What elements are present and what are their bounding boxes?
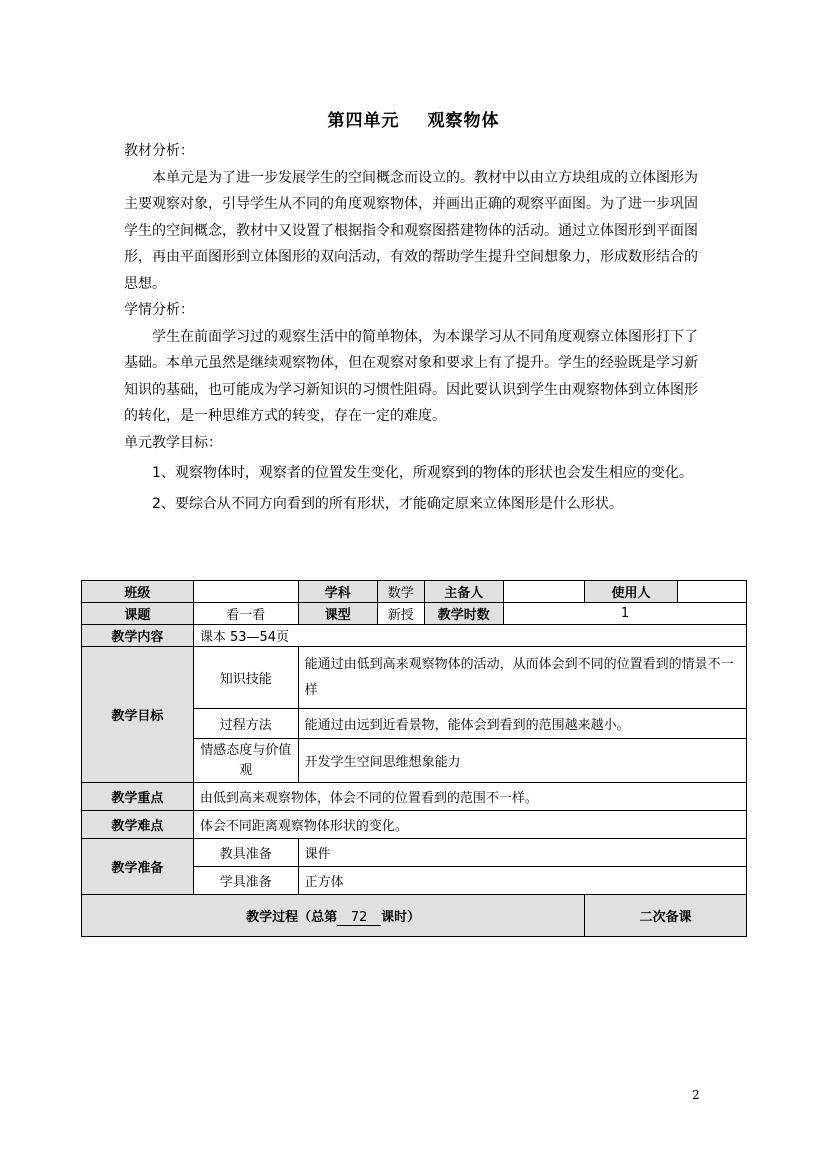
objective-label: 过程方法: [193, 709, 298, 739]
student-heading: 学情分析：: [124, 302, 194, 318]
table-row: [82, 581, 747, 603]
topic-label: 课题: [82, 603, 194, 625]
preparer-value: [503, 581, 584, 603]
type-label: 课型: [298, 603, 377, 625]
subject-label: 学科: [298, 581, 377, 603]
table-row: [82, 895, 747, 937]
goal-item: 1、观察物体时，观察者的位置发生变化，所观察到的物体的形状也会发生相应的变化。: [152, 465, 693, 481]
user-label: 使用人: [585, 581, 678, 603]
page-title: [0, 106, 827, 131]
table-row: [82, 839, 747, 867]
content-label: 教学内容: [82, 625, 194, 647]
process-prefix: 教学过程（总第: [246, 909, 338, 925]
material-text: 本单元是为了进一步发展学生的空间概念而设立的。教材中以由立方块组成的立体图形为主要观察对象，引导学生从不同的角度观察物体，并画出正确的观察平面图。为了进一步巩固学生的空间概念，教材中又设置了根据指令和观察图搭建物体的活动。通过立体图形到平面图形，再由平面图形到立体图形的双向活动，有效的帮助学生提升空间想象力，形成数形结合的思想。: [124, 169, 698, 292]
hours-label: 教学时数: [424, 603, 503, 625]
type-value: 新授: [377, 603, 424, 625]
table-row: [82, 625, 747, 647]
student-prep-value: 正方体: [298, 867, 746, 895]
key-label: 教学重点: [82, 783, 194, 811]
prep-label: 教学准备: [82, 839, 194, 895]
objective-value: 能通过由低到高来观察物体的活动，从而体会到不同的位置看到的情景不一样: [298, 647, 746, 709]
analysis-section: [124, 138, 706, 517]
hours-value: 1: [503, 603, 746, 625]
student-prep-label: 学具准备: [193, 867, 298, 895]
content-value: 课本 53—54页: [193, 625, 746, 647]
user-value: [677, 581, 746, 603]
topic-title: 观察物体: [427, 111, 500, 131]
objective-label: 情感态度与价值观: [193, 739, 298, 783]
unit-title: 第四单元: [327, 111, 400, 131]
objective-label: 知识技能: [193, 647, 298, 709]
topic-value: 看一看: [193, 603, 298, 625]
table-row: [82, 783, 747, 811]
process-number: 72: [337, 910, 381, 926]
difficulty-label: 教学难点: [82, 811, 194, 839]
table-row: [82, 603, 747, 625]
lesson-plan-table: [81, 580, 747, 937]
table-row: [82, 811, 747, 839]
subject-value: 数学: [377, 581, 424, 603]
goals-heading: 单元教学目标：: [124, 434, 222, 451]
student-text: 学生在前面学习过的观察生活中的简单物体，为本课学习从不同角度观察立体图形打下了基础。本单元虽然是继续观察物体，但在观察对象和要求上有了提升。学生的经验既是学习新知识的基础，也可能成为学习新知识的习惯性阻碍。因此要认识到学生由观察物体到立体图形的转化，是一种思维方式的转变，存在一定的难度。: [124, 328, 698, 424]
teacher-prep-value: 课件: [298, 839, 746, 867]
second-prep-label: 二次备课: [585, 895, 747, 937]
difficulty-value: 体会不同距离观察物体形状的变化。: [193, 811, 746, 839]
process-header: [82, 895, 585, 937]
material-heading: 教材分析：: [124, 143, 194, 159]
page-number: 2: [692, 1088, 700, 1102]
objectives-label: 教学目标: [82, 647, 194, 783]
preparer-label: 主备人: [424, 581, 503, 603]
process-suffix: 课时）: [381, 909, 421, 925]
goal-item: 2、要综合从不同方向看到的所有形状，才能确定原来立体图形是什么形状。: [152, 495, 623, 512]
objective-value: 开发学生空间思维想象能力: [298, 739, 746, 783]
teacher-prep-label: 教具准备: [193, 839, 298, 867]
table-row: [82, 647, 747, 709]
class-label: 班级: [82, 581, 194, 603]
objective-value: 能通过由远到近看景物，能体会到看到的范围越来越小。: [298, 709, 746, 739]
key-value: 由低到高来观察物体，体会不同的位置看到的范围不一样。: [193, 783, 746, 811]
class-value: [193, 581, 298, 603]
